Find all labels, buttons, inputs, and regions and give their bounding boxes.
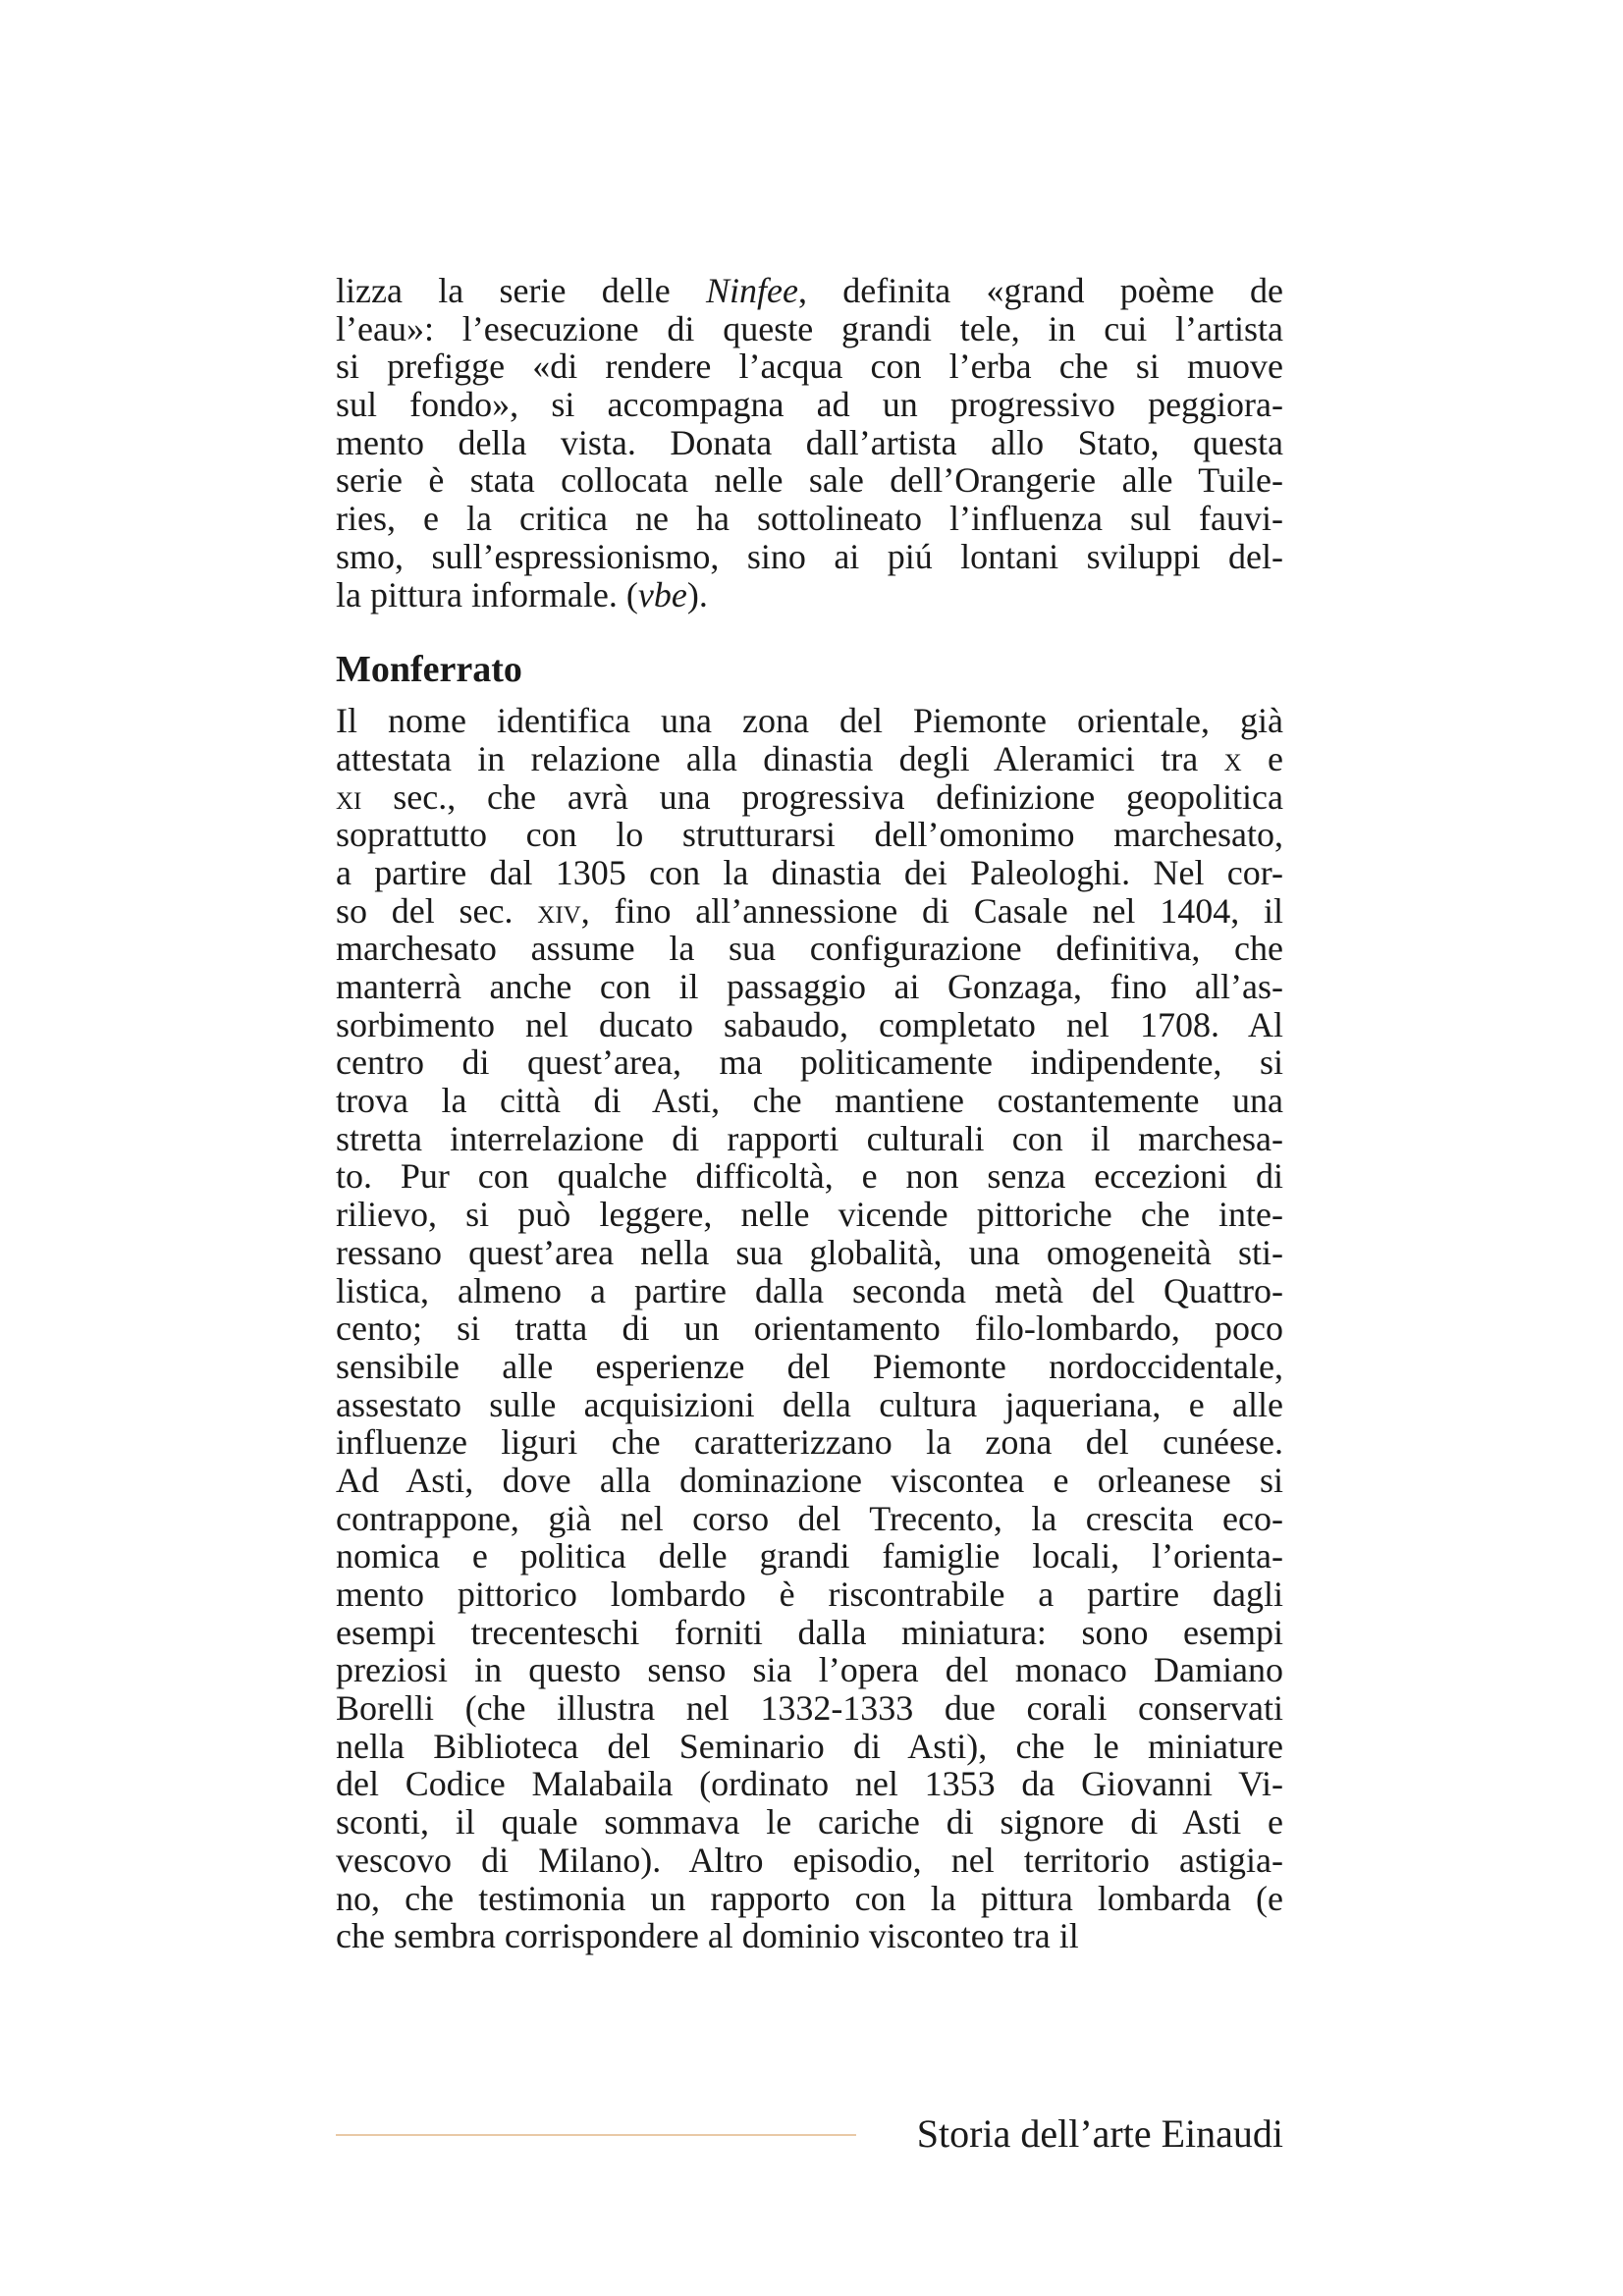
text-run: ). [686, 574, 708, 614]
text-run: sul fondo», si accompagna ad un progressivo peggiora- [336, 385, 1283, 425]
text-run: mento della vista. Donata dall’artista allo Stato, questa [336, 422, 1283, 462]
text-line [336, 1386, 1283, 1424]
text-line [336, 892, 1283, 931]
text-line [336, 272, 1283, 310]
text-run: smo, sull’espressionismo, sino ai piú lontani sviluppi del- [336, 536, 1283, 576]
text-line [336, 461, 1283, 500]
text-line [336, 778, 1283, 817]
text-line [336, 424, 1283, 462]
text-run: la pittura informale. ( [336, 574, 638, 614]
entry-body [336, 702, 1283, 1955]
text-run: ries, e la critica ne ha sottolineato l’influenza sul fauvi- [336, 499, 1283, 539]
small-caps-run: xiv [537, 890, 581, 931]
italic-run: vbe [637, 574, 687, 614]
text-line [336, 1272, 1283, 1310]
text-run: stretta interrelazione di rapporti culturali con il marchesa- [336, 1118, 1283, 1158]
text-run: sorbimento nel ducato sabaudo, completato nel 1708. Al [336, 1004, 1283, 1044]
text-line [336, 1462, 1283, 1500]
text-run: si prefigge «di rendere l’acqua con l’erba che si muove [336, 347, 1283, 387]
text-run: a partire dal 1305 con la dinastia dei Paleologhi. Nel cor- [336, 852, 1283, 892]
body-text [336, 272, 1283, 1955]
text-line [336, 702, 1283, 740]
text-line [336, 968, 1283, 1006]
text-run: , definita «grand poème de [797, 271, 1283, 310]
text-line [336, 1803, 1283, 1842]
text-line [336, 854, 1283, 892]
text-line [336, 1614, 1283, 1652]
text-run: preziosi in questo senso sia l’opera del monaco Damiano [336, 1650, 1283, 1690]
text-line [336, 1651, 1283, 1689]
small-caps-run: x [1223, 738, 1242, 778]
previous-entry-tail [336, 272, 1283, 614]
text-run: to. Pur con qualche difficoltà, e non senza eccezioni di [336, 1156, 1283, 1197]
footer-title: Storia dell’arte Einaudi [916, 2111, 1283, 2156]
text-line [336, 1423, 1283, 1462]
text-run: sconti, il quale sommava le cariche di signore di Asti e [336, 1802, 1283, 1842]
text-line [336, 538, 1283, 576]
text-run: attestata in relazione alla dinastia degli Aleramici tra [336, 738, 1224, 778]
text-run: , fino all’annessione di Casale nel 1404, il [580, 890, 1283, 931]
text-line [336, 1043, 1283, 1082]
text-run: lizza la serie delle [336, 271, 706, 310]
text-run: Ad Asti, dove alla dominazione viscontea e orleanese si [336, 1460, 1283, 1500]
text-run: e [1241, 738, 1283, 778]
text-run: Il nome identifica una zona del Piemonte orientale, già [336, 701, 1283, 741]
text-run: sensibile alle esperienze del Piemonte nordoccidentale, [336, 1346, 1283, 1386]
text-line [336, 1196, 1283, 1234]
text-run: marchesato assume la sua configurazione definitiva, che [336, 929, 1283, 969]
text-run: ressano quest’area nella sua globalità, una omogeneità sti- [336, 1232, 1283, 1272]
text-line [336, 1082, 1283, 1120]
text-run: no, che testimonia un rapporto con la pittura lombarda (e [336, 1878, 1283, 1918]
text-run: serie è stata collocata nelle sale dell’Orangerie alle Tuile- [336, 460, 1283, 501]
text-line [336, 1880, 1283, 1918]
text-line [336, 816, 1283, 854]
text-run: l’eau»: l’esecuzione di queste grandi tele, in cui l’artista [336, 308, 1283, 348]
small-caps-run: xi [336, 776, 362, 817]
text-run: manterrà anche con il passaggio ai Gonzaga, fino all’as- [336, 967, 1283, 1006]
text-run: so del sec. [336, 890, 538, 931]
text-line [336, 1309, 1283, 1348]
text-line [336, 1842, 1283, 1880]
text-line [336, 1234, 1283, 1272]
footer-rule [336, 2134, 856, 2136]
text-line [336, 1500, 1283, 1538]
text-run: esempi trecenteschi forniti dalla miniatura: sono esempi [336, 1612, 1283, 1652]
text-line [336, 1120, 1283, 1158]
text-line [336, 1689, 1283, 1728]
text-run: contrappone, già nel corso del Trecento, la crescita eco- [336, 1498, 1283, 1538]
entry-title: Monferrato [336, 649, 522, 691]
text-line [336, 1348, 1283, 1386]
text-run: cento; si tratta di un orientamento filo-lombardo, poco [336, 1308, 1283, 1349]
text-run: Borelli (che illustra nel 1332-1333 due corali conservati [336, 1688, 1283, 1729]
text-run: che sembra corrispondere al dominio visconteo tra il [336, 1916, 1079, 1956]
text-line [336, 1765, 1283, 1803]
text-line [336, 1006, 1283, 1044]
text-run: centro di quest’area, ma politicamente indipendente, si [336, 1042, 1283, 1083]
italic-run: Ninfee [706, 271, 798, 310]
text-run: rilievo, si può leggere, nelle vicende pittoriche che inte- [336, 1195, 1283, 1235]
text-run: nomica e politica delle grandi famiglie locali, l’orienta- [336, 1536, 1283, 1576]
text-run: listica, almeno a partire dalla seconda metà del Quattro- [336, 1270, 1283, 1310]
text-run: influenze liguri che caratterizzano la zona del cunéese. [336, 1422, 1283, 1463]
text-run: soprattutto con lo strutturarsi dell’omonimo marchesato, [336, 815, 1283, 855]
text-run: assestato sulle acquisizioni della cultura jaqueriana, e alle [336, 1384, 1283, 1424]
text-line [336, 310, 1283, 348]
text-line [336, 930, 1283, 968]
text-run: sec., che avrà una progressiva definizione geopolitica [361, 776, 1283, 817]
text-line [336, 500, 1283, 538]
text-run: trova la città di Asti, che mantiene costantemente una [336, 1081, 1283, 1121]
text-line [336, 576, 1283, 614]
text-run: mento pittorico lombardo è riscontrabile a partire dagli [336, 1575, 1283, 1614]
text-run: del Codice Malabaila (ordinato nel 1353 da Giovanni Vi- [336, 1764, 1283, 1804]
text-line [336, 347, 1283, 386]
text-line [336, 1575, 1283, 1614]
text-run: nella Biblioteca del Seminario di Asti), che le miniature [336, 1726, 1283, 1766]
text-line [336, 1157, 1283, 1196]
text-line [336, 1728, 1283, 1766]
text-run: vescovo di Milano). Altro episodio, nel territorio astigia- [336, 1840, 1283, 1880]
text-line [336, 1537, 1283, 1575]
text-line [336, 1917, 1283, 1955]
page-footer [336, 2110, 1283, 2160]
text-line [336, 740, 1283, 778]
text-line [336, 386, 1283, 424]
